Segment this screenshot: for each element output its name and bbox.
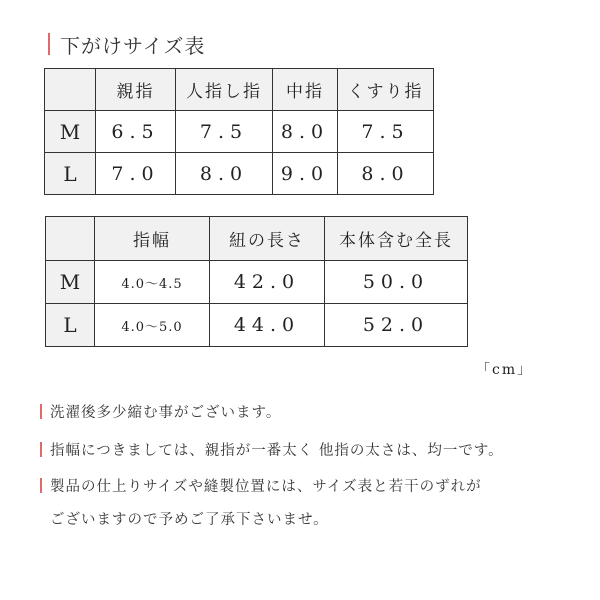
header-cell-empty	[46, 217, 95, 261]
header-cell-cord-length: 紐の長さ	[210, 217, 325, 261]
table-cell: 6.5	[96, 111, 176, 153]
size-label: L	[46, 304, 95, 347]
table-row	[45, 153, 434, 195]
note-text: 洗濯後多少縮む事がございます。	[50, 405, 282, 421]
header-cell-finger-width: 指幅	[95, 217, 210, 261]
table-row	[46, 261, 468, 304]
finger-size-table	[44, 68, 434, 195]
table-cell: 50.0	[325, 261, 468, 304]
table-cell: 7.0	[96, 153, 176, 195]
table-cell: 8.0	[176, 153, 273, 195]
size-label: M	[45, 111, 96, 153]
table-cell: 8.0	[338, 153, 434, 195]
note-accent-bar	[40, 404, 42, 419]
header-cell-middle-finger: 中指	[273, 69, 338, 111]
table-cell: 52.0	[325, 304, 468, 347]
note-item	[40, 475, 482, 496]
note-accent-bar	[40, 478, 42, 493]
size-label: L	[45, 153, 96, 195]
page-title: 下がけサイズ表	[60, 33, 206, 58]
table-row	[45, 111, 434, 153]
header-cell-ring-finger: くすり指	[338, 69, 434, 111]
table-row	[46, 304, 468, 347]
note-item	[40, 439, 504, 460]
header-cell-index-finger: 人指し指	[176, 69, 273, 111]
note-text: 製品の仕上りサイズや縫製位置には、サイズ表と若干のずれが	[50, 479, 482, 495]
table-cell: 4.0〜5.0	[95, 304, 210, 347]
table-cell: 8.0	[273, 111, 338, 153]
note-accent-bar	[40, 442, 42, 457]
header-cell-empty	[45, 69, 96, 111]
table-cell: 9.0	[273, 153, 338, 195]
title-accent-bar	[48, 33, 50, 55]
unit-label: 「cm」	[476, 362, 534, 378]
table-cell: 44.0	[210, 304, 325, 347]
table-cell: 4.0〜4.5	[95, 261, 210, 304]
size-label: M	[46, 261, 95, 304]
table-header-row	[45, 69, 434, 111]
table-cell: 7.5	[176, 111, 273, 153]
table-cell: 42.0	[210, 261, 325, 304]
table-header-row	[46, 217, 468, 261]
note-text: 指幅につきましては、親指が一番太く 他指の太さは、均一です。	[50, 443, 504, 459]
dimension-table	[45, 216, 468, 347]
note-continuation: ございますので予めご了承下さいませ。	[50, 512, 329, 528]
header-cell-total-length: 本体含む全長	[325, 217, 468, 261]
page-title-block	[48, 30, 205, 58]
header-cell-thumb: 親指	[96, 69, 176, 111]
note-item	[40, 401, 281, 422]
table-cell: 7.5	[338, 111, 434, 153]
